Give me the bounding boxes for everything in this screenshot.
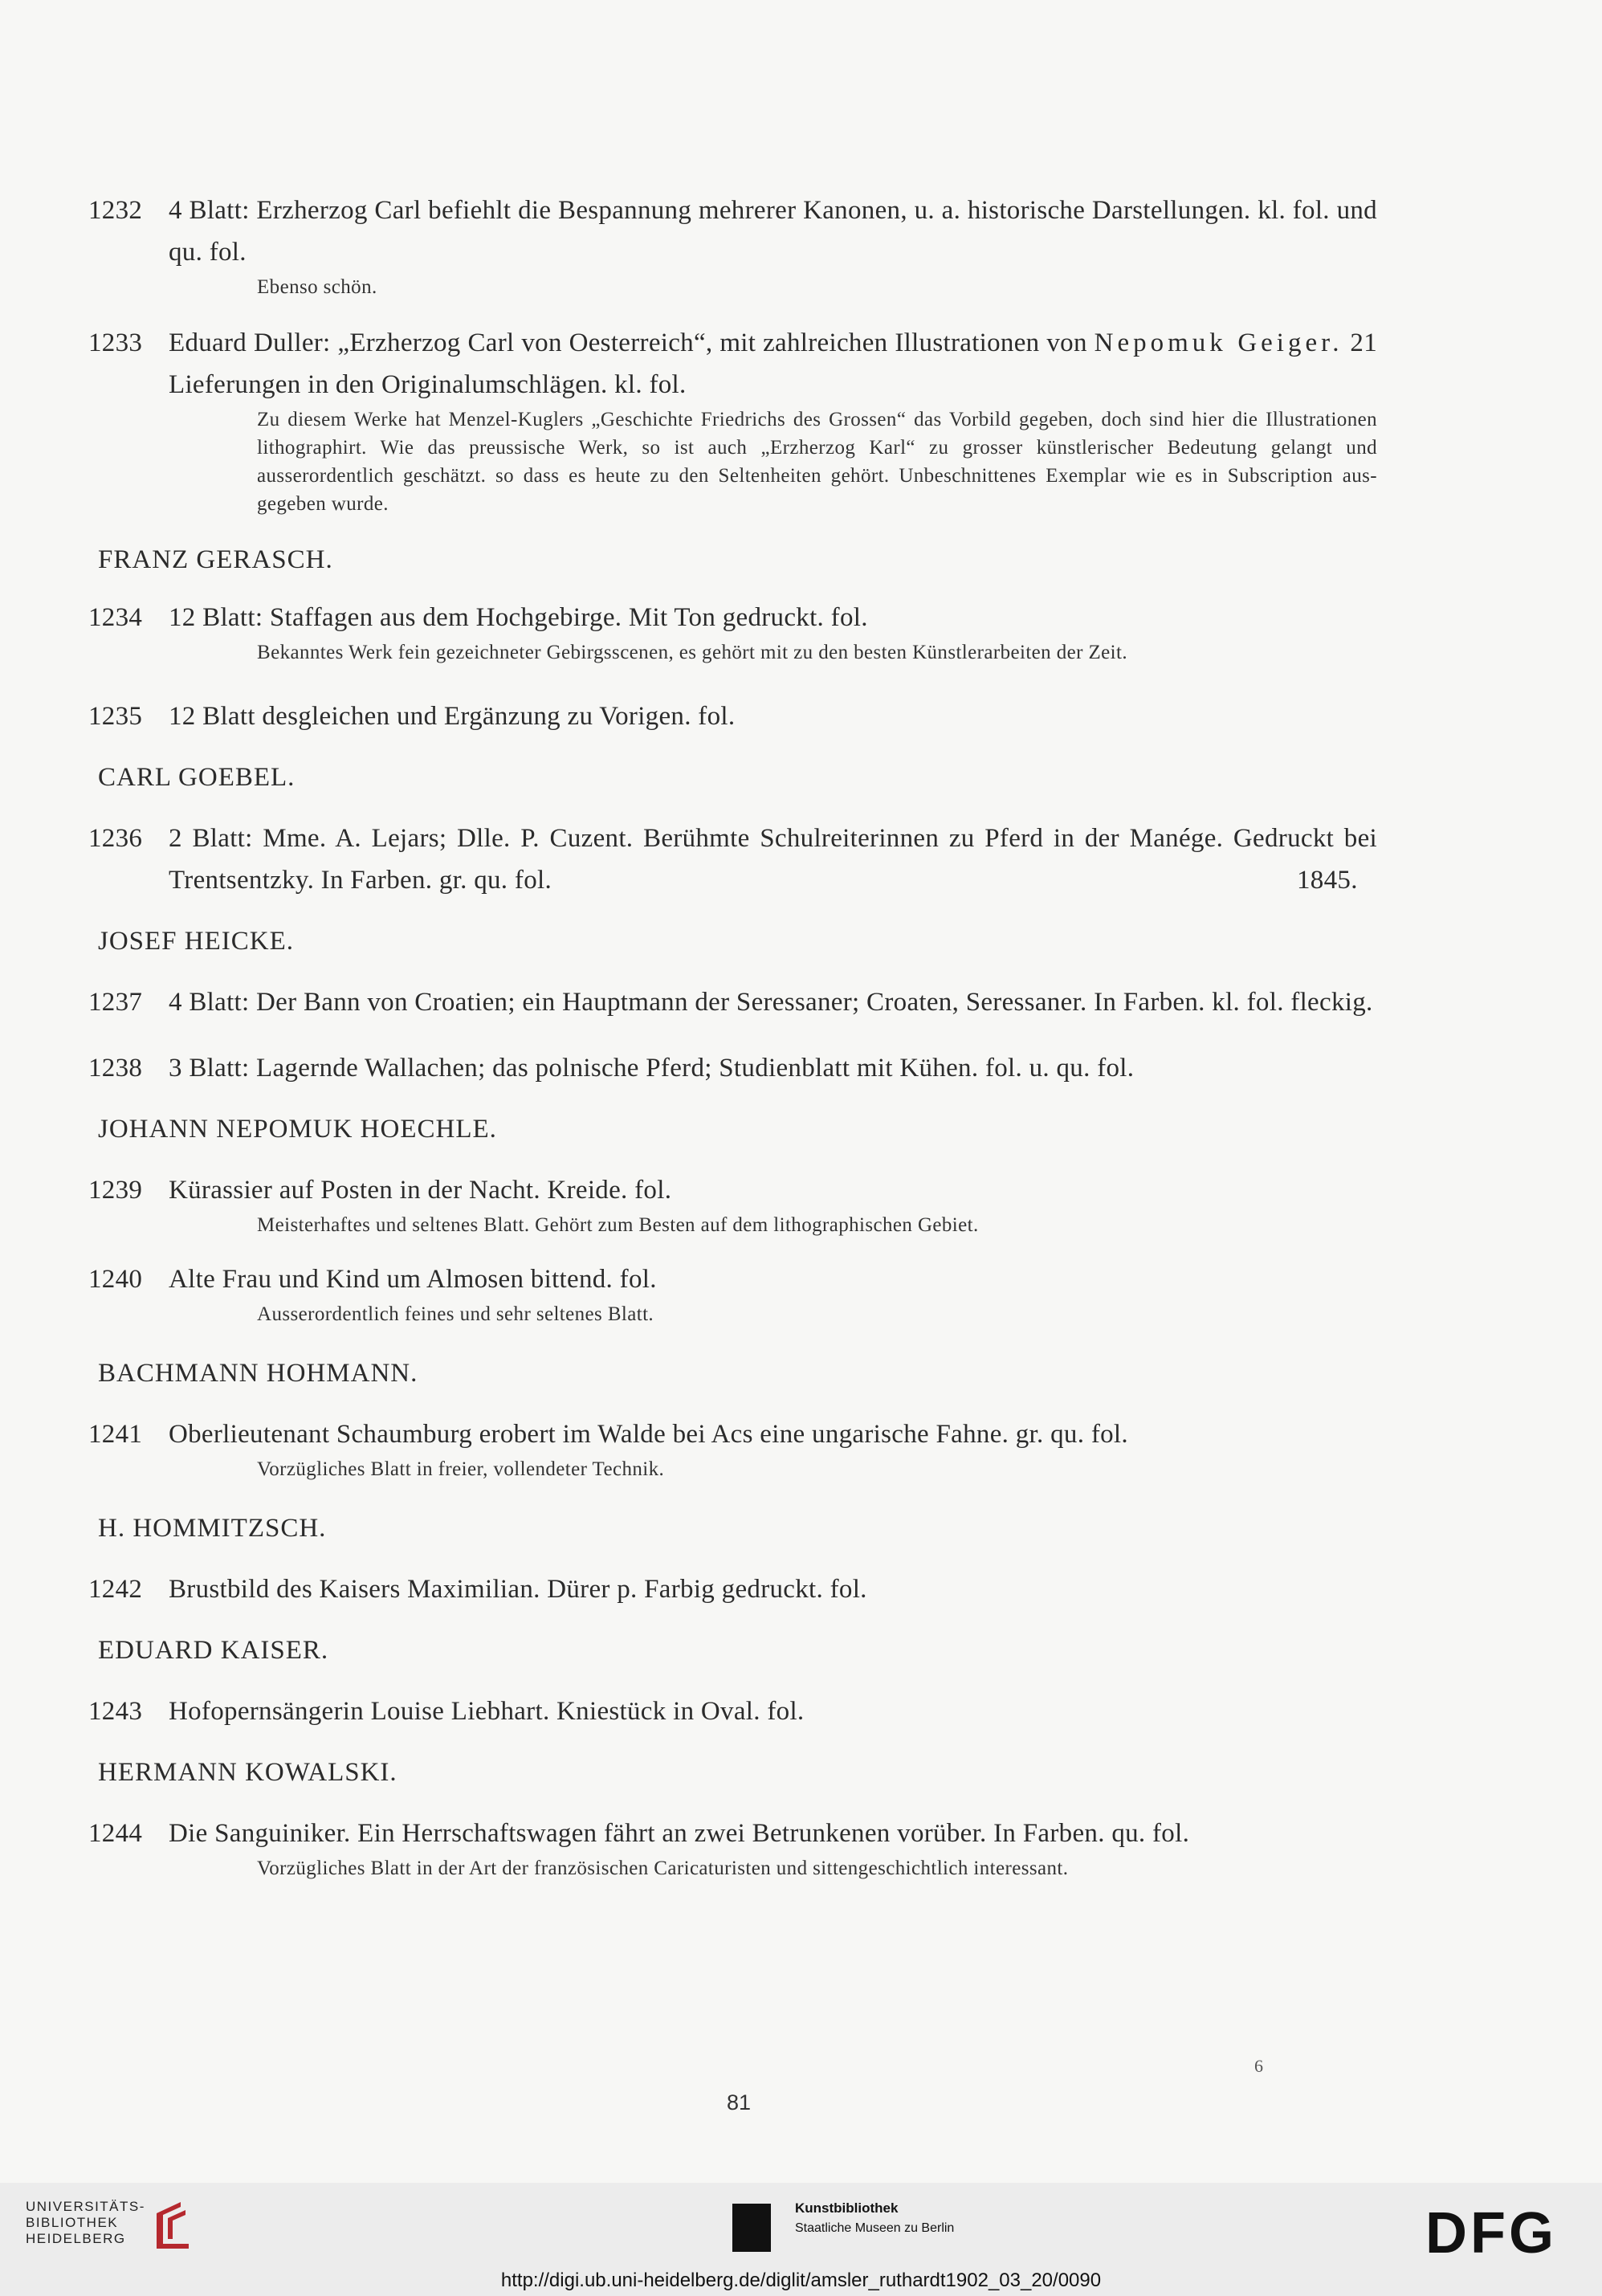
ub-logo-line: HEIDELBERG [26, 2231, 126, 2246]
entry-note: Meisterhaftes und seltenes Blatt. Gehört zum Besten auf dem lithographischen Gebiet. [257, 1214, 979, 1236]
entry-number: 1242 [88, 1575, 143, 1604]
catalog-entry [88, 1258, 1377, 1328]
entry-number: 1237 [88, 988, 143, 1017]
ub-logo-line: BIBLIOTHEK [26, 2215, 119, 2230]
entry-text: 12 Blatt desgleichen und Ergänzung zu Vorigen. fol. [169, 702, 736, 731]
catalog-entry [88, 1169, 1377, 1239]
kunstbibliothek-logo-icon [732, 2204, 771, 2252]
kunstbibliothek-subtitle: Staatliche Museen zu Berlin [795, 2221, 955, 2235]
artist-heading: JOSEF HEICKE. [98, 927, 295, 956]
entry-note: Vorzügliches Blatt in freier, vollendeter Technik. [257, 1458, 665, 1480]
entry-text: 12 Blatt: Staffagen aus dem Hochgebirge. Mit Ton gedruckt. fol. [169, 603, 868, 632]
entry-number: 1238 [88, 1054, 143, 1083]
entry-note: Vorzügliches Blatt in der Art der französischen Caricaturisten und sittengeschichtlich interessant. [257, 1858, 1069, 1879]
page-number: 81 [727, 2090, 752, 2115]
entry-text: Oberlieutenant Schaumburg erobert im Walde bei Acs eine ungarische Fahne. gr. qu. fol. [169, 1420, 1128, 1449]
entry-number: 1243 [88, 1697, 143, 1726]
entry-text: Brustbild des Kaisers Maximilian. Dürer p. Farbig gedruckt. fol. [169, 1575, 867, 1604]
entry-note: Ausserordentlich feines und sehr seltenes Blatt. [257, 1303, 654, 1325]
signature-mark: 6 [1254, 2056, 1263, 2076]
dfg-logo[interactable]: DFG [1425, 2201, 1557, 2265]
entry-text: Hofopernsängerin Louise Liebhart. Kniestück in Oval. fol. [169, 1697, 805, 1726]
ub-heidelberg-emblem-icon [149, 2199, 197, 2255]
entry-number: 1236 [88, 824, 143, 853]
entry-note: Zu diesem Werke hat Menzel-Kuglers „Geschichte Friedrichs des Grossen“ das Vorbild gegeben, doch sind hier die Illustrationen lithographirt. Wie das preussische Werk, so ist auch „Erzherzog Karl“ zu grosser künstlerischer Bedeutung gelangt und ausserordentlich geschätzt. so dass es heute zu den Seltenheiten gehört. Unbeschnittenes Exemplar wie es in Subscription aus-gegeben wurde. [257, 409, 1377, 515]
entry-text: Kürassier auf Posten in der Nacht. Kreide. fol. [169, 1176, 672, 1205]
entry-number: 1235 [88, 702, 143, 731]
artist-heading: H. HOMMITZSCH. [98, 1514, 327, 1543]
entry-text: 21 Lieferungen in den Originalumschlägen. kl. fol. [169, 328, 1377, 399]
catalog-entry [88, 597, 1377, 667]
entry-artist-name: Nepomuk Geiger. [1094, 328, 1343, 357]
artist-heading: JOHANN NEPOMUK HOECHLE. [98, 1115, 497, 1144]
artist-heading: HERMANN KOWALSKI. [98, 1758, 397, 1787]
entry-number: 1244 [88, 1819, 143, 1848]
catalog-entry [88, 1690, 1377, 1732]
entry-text: 3 Blatt: Lagernde Wallachen; das polnische Pferd; Studienblatt mit Kühen. fol. u. qu. fol. [169, 1054, 1135, 1083]
entry-number: 1233 [88, 328, 143, 357]
entry-text: Alte Frau und Kind um Almosen bittend. fol. [169, 1265, 657, 1294]
artist-heading: BACHMANN HOHMANN. [98, 1359, 418, 1388]
entry-number: 1232 [88, 196, 143, 225]
artist-heading: FRANZ GERASCH. [98, 545, 333, 574]
catalog-entry [88, 1413, 1377, 1483]
catalog-entry [88, 1047, 1377, 1089]
artist-heading: CARL GOEBEL. [98, 763, 296, 792]
entry-number: 1241 [88, 1420, 143, 1449]
catalog-entry [88, 322, 1377, 518]
catalog-content [88, 190, 1377, 1882]
entry-note: Ebenso schön. [257, 276, 377, 298]
ub-heidelberg-logo[interactable] [26, 2199, 145, 2247]
entry-text: Die Sanguiniker. Ein Herrschaftswagen fährt an zwei Betrunkenen vorüber. In Farben. qu. fol. [169, 1819, 1190, 1848]
catalog-entry [88, 190, 1377, 301]
catalog-entry [88, 981, 1377, 1023]
artist-heading: EDUARD KAISER. [98, 1636, 329, 1665]
entry-text: 4 Blatt: Der Bann von Croatien; ein Hauptmann der Seressaner; Croaten, Seressaner. In Farben. kl. fol. fleckig. [169, 988, 1373, 1017]
entry-note: Bekanntes Werk fein gezeichneter Gebirgsscenen, es gehört mit zu den besten Künstlerarbeiten der Zeit. [257, 642, 1127, 663]
entry-text: Eduard Duller: „Erzherzog Carl von Oesterreich“, mit zahlreichen Illustrationen von [169, 328, 1094, 357]
kunstbibliothek-title[interactable]: Kunstbibliothek [795, 2200, 899, 2216]
catalog-entry: 1236 2 Blatt: Mme. A. Lejars; Dlle. P. Cuzent. Berühmte Schulreiterinnen zu Pferd in der Manége. Gedruckt bei Trentsentzky. In Farben. gr. qu. fol. 1845. [88, 818, 1377, 901]
entry-number: 1234 [88, 603, 143, 632]
catalog-entry [88, 695, 1377, 737]
entry-number: 1240 [88, 1265, 143, 1294]
catalog-entry [88, 1568, 1377, 1610]
catalog-entry [88, 1813, 1377, 1882]
ub-logo-line: UNIVERSITÄTS- [26, 2199, 145, 2214]
permalink-url[interactable]: http://digi.ub.uni-heidelberg.de/diglit/amsler_ruthardt1902_03_20/0090 [500, 2269, 1102, 2291]
entry-text: 2 Blatt: Mme. A. Lejars; Dlle. P. Cuzent. Berühmte Schulreiterinnen zu Pferd in der Manége. Gedruckt bei Trentsentzky. In Farben. gr. qu. fol. [169, 824, 1377, 895]
entry-text: 4 Blatt: Erzherzog Carl befiehlt die Bespannung mehrerer Kanonen, u. a. historische Darstellungen. kl. fol. und qu. fol. [169, 196, 1377, 267]
entry-number: 1239 [88, 1176, 143, 1205]
